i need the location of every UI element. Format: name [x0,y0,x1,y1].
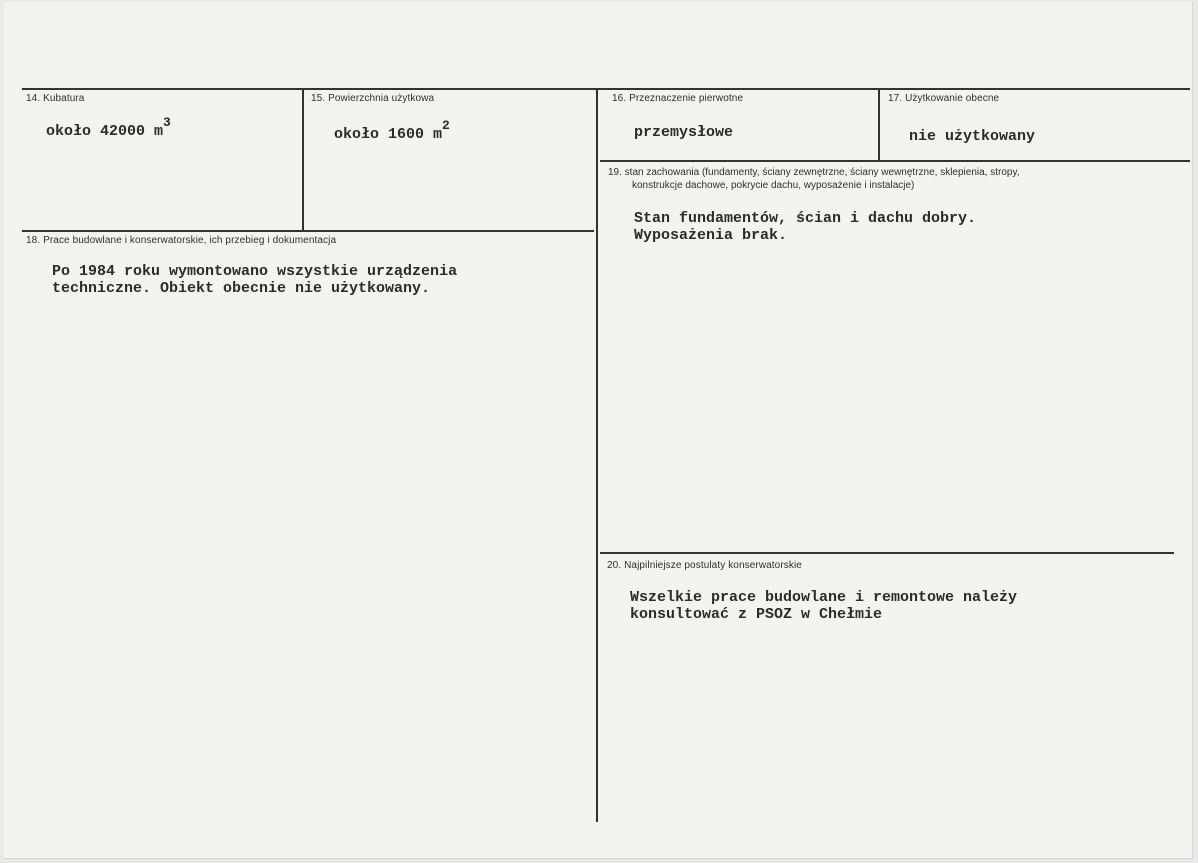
field-14-label: 14. Kubatura [26,93,85,104]
field-19-line-2: Wyposażenia brak. [634,227,788,244]
field-18-label: 18. Prace budowlane i konserwatorskie, ich przebieg i dokumentacja [26,235,337,246]
field-16-value: przemysłowe [634,124,734,141]
field-20-line-2: konsultować z PSOZ w Chełmie [630,606,883,623]
field-19-label [608,166,1020,192]
field-17-value: nie użytkowany [909,128,1036,145]
field-19-value [634,210,976,244]
field-20-line-1: Wszelkie prace budowlane i remontowe należy [630,589,1018,606]
divider-14-15 [302,88,304,232]
field-20-value [630,589,1017,623]
top-rule [22,88,1190,90]
field-15-unit-exponent: 2 [442,118,450,133]
field-14-value [46,115,171,140]
field-18-value [52,263,457,297]
divider-16-17 [878,88,880,160]
field-19-label-line-1: 19. stan zachowania (fundamenty, ściany zewnętrzne, ściany wewnętrzne, sklepienia, stropy, [608,167,1020,178]
field-14-value-text: około 42000 m [46,123,164,140]
field-18-line-2: techniczne. Obiekt obecnie nie użytkowany. [52,280,431,297]
rule-under-14-15 [22,230,594,232]
field-19-label-line-2: konstrukcje dachowe, pokrycie dachu, wyposażenie i instalacje) [632,180,915,191]
field-18-line-1: Po 1984 roku wymontowano wszystkie urządzenia [52,263,458,280]
field-15-value [334,118,450,143]
field-19-line-1: Stan fundamentów, ścian i dachu dobry. [634,210,977,227]
field-16-label: 16. Przeznaczenie pierwotne [612,93,744,104]
rule-under-16-17 [600,160,1190,162]
field-14-unit-exponent: 3 [163,115,171,130]
record-card [4,2,1193,859]
field-17-label: 17. Użytkowanie obecne [888,93,1000,104]
field-20-label: 20. Najpilniejsze postulaty konserwatorskie [607,560,802,571]
rule-above-20 [600,552,1174,554]
center-divider [596,88,598,822]
field-15-label: 15. Powierzchnia użytkowa [311,93,435,104]
field-15-value-text: około 1600 m [334,126,443,143]
